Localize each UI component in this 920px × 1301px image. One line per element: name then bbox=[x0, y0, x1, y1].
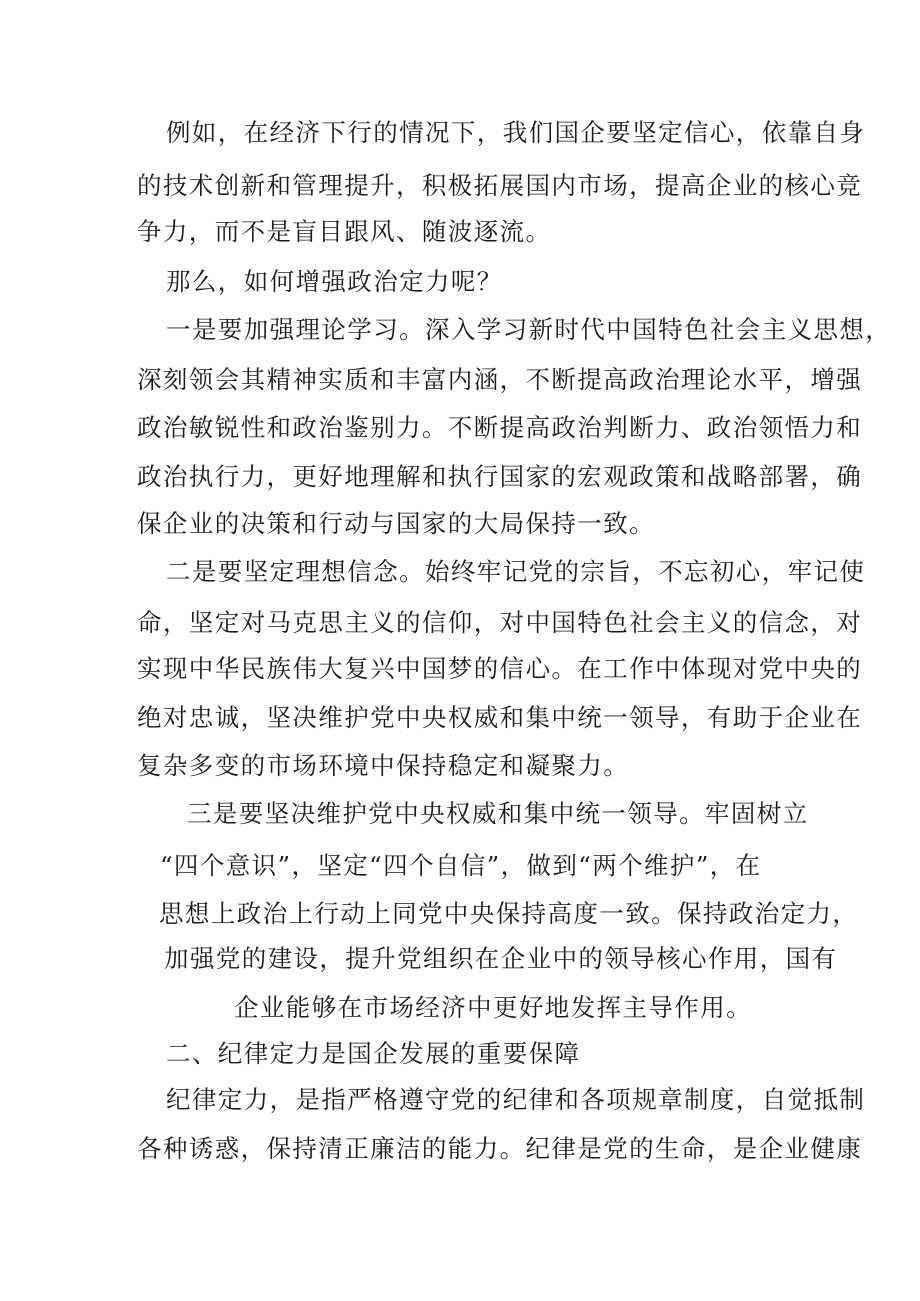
paragraph-line-3: 争力，而不是盲目跟风、随波逐流。 bbox=[137, 217, 552, 246]
paragraph-line-1: 例如，在经济下行的情况下，我们国企要坚定信心，依靠自身 bbox=[166, 118, 866, 147]
paragraph-line-6: 深刻领会其精神实质和丰富内涵，不断提高政治理论水平，增强 bbox=[137, 365, 863, 394]
paragraph-line-14: 复杂多变的市场环境中保持稳定和凝聚力。 bbox=[137, 751, 630, 780]
paragraph-line-7: 政治敏锐性和政治鉴别力。不断提高政治判断力、政治领悟力和 bbox=[137, 413, 863, 442]
paragraph-line-2: 的技术创新和管理提升，积极拓展国内市场，提高企业的核心竞 bbox=[137, 171, 863, 200]
paragraph-line-21: 纪律定力，是指严格遵守党的纪律和各项规章制度，自觉抵制 bbox=[166, 1085, 866, 1114]
paragraph-line-4: 那么，如何增强政治定力呢？ bbox=[166, 267, 503, 296]
paragraph-line-22: 各种诱惑，保持清正廉洁的能力。纪律是党的生命，是企业健康 bbox=[137, 1134, 863, 1163]
paragraph-line-9: 保企业的决策和行动与国家的大局保持一致。 bbox=[137, 509, 655, 538]
paragraph-line-19: 企业能够在市场经济中更好地发挥主导作用。 bbox=[234, 993, 752, 1022]
paragraph-line-13: 绝对忠诚，坚决维护党中央权威和集中统一领导，有助于企业在 bbox=[137, 703, 863, 732]
section-heading: 二、纪律定力是国企发展的重要保障 bbox=[166, 1039, 581, 1068]
paragraph-line-12: 实现中华民族伟大复兴中国梦的信心。在工作中体现对党中央的 bbox=[137, 654, 863, 683]
paragraph-line-5: 一是要加强理论学习。深入学习新时代中国特色社会主义思想， bbox=[166, 315, 892, 344]
paragraph-line-16: “四个意识”，坚定“四个自信”，做到“两个维护”，在 bbox=[160, 851, 762, 880]
paragraph-line-8: 政治执行力，更好地理解和执行国家的宏观政策和战略部署，确 bbox=[137, 462, 863, 491]
paragraph-line-18: 加强党的建设，提升党组织在企业中的领导核心作用，国有 bbox=[164, 944, 838, 973]
paragraph-line-10: 二是要坚定理想信念。始终牢记党的宗旨，不忘初心，牢记使 bbox=[166, 557, 866, 586]
paragraph-line-11: 命，坚定对马克思主义的信仰，对中国特色社会主义的信念，对 bbox=[137, 608, 863, 637]
paragraph-line-17: 思想上政治上行动上同党中央保持高度一致。保持政治定力， bbox=[159, 899, 859, 928]
paragraph-line-15: 三是要坚决维护党中央权威和集中统一领导。牢固树立 bbox=[187, 799, 809, 828]
